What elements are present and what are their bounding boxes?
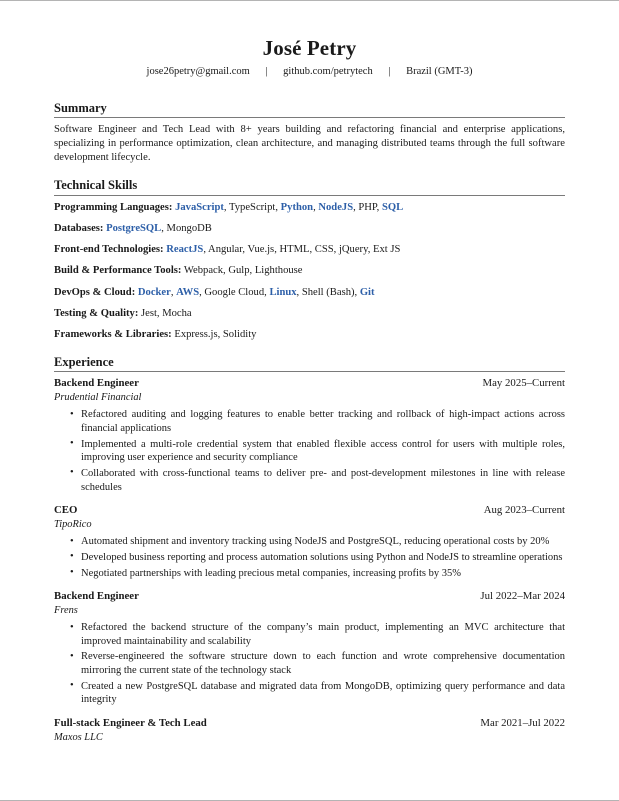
experience-header xyxy=(54,377,565,390)
skill-item: Angular xyxy=(208,244,243,256)
job-title: Backend Engineer xyxy=(54,590,139,603)
skill-item: CSS xyxy=(314,244,334,256)
skill-category-label: Databases: xyxy=(54,222,104,234)
job-company: TipoRico xyxy=(54,518,92,530)
job-bullet: • Implemented a multi-role credential system that enabled flexible access control for users with multiple roles, improving user experience and security compliance xyxy=(54,438,565,465)
job-bullet: • Created a new PostgreSQL database and migrated data from MongoDB, optimizing query performance and data integrity xyxy=(54,680,565,707)
experience-header xyxy=(54,717,565,730)
skill-category-label: Front-end Technologies: xyxy=(54,244,164,256)
job-bullet: • Developed business reporting and process automation solutions using Python and NodeJS to streamline operations xyxy=(54,551,565,565)
section-title-technical-skills: Technical Skills xyxy=(54,178,565,195)
summary-text: Software Engineer and Tech Lead with 8+ years building and refactoring financial and enterprise applications, specializing in performance optimization, clean architecture, and managing distributed teams through the full software development lifecycle. xyxy=(54,124,565,164)
skill-category-label: DevOps & Cloud: xyxy=(54,286,136,298)
skill-item: Webpack xyxy=(183,265,224,277)
experience-entry xyxy=(54,590,565,707)
job-bullet: • Refactored the backend structure of the company’s main product, implementing an MVC architecture that improved maintainability and scalability xyxy=(54,621,565,648)
skill-category-label: Programming Languages: xyxy=(54,201,173,213)
skill-row: Programming Languages: JavaScript, TypeScript, Python, NodeJS, PHP, SQL xyxy=(54,201,404,213)
skill-row: DevOps & Cloud: Docker, AWS, Google Cloud, Linux, Shell (Bash), Git xyxy=(54,286,375,298)
job-bullet-list xyxy=(54,408,565,494)
skill-item: Ext JS xyxy=(372,244,401,256)
skill-item-highlighted: ReactJS xyxy=(166,244,204,256)
job-title: CEO xyxy=(54,504,78,517)
job-company: Maxos LLC xyxy=(54,731,103,743)
job-dates: May 2025–Current xyxy=(482,377,565,390)
skill-item-highlighted: JavaScript xyxy=(175,201,224,213)
contact-location: Brazil (GMT-3) xyxy=(406,66,473,78)
skill-category-label: Testing & Quality: xyxy=(54,308,139,319)
skill-item: Express.js xyxy=(174,329,218,341)
contact-email[interactable]: jose26petry@gmail.com xyxy=(146,66,250,78)
skill-item: Lighthouse xyxy=(254,265,303,277)
section-summary xyxy=(54,101,565,166)
experience-list xyxy=(54,377,565,744)
skill-item: MongoDB xyxy=(166,222,212,234)
skill-category-label: Frameworks & Libraries: xyxy=(54,329,172,341)
job-title: Full-stack Engineer & Tech Lead xyxy=(54,717,207,730)
skill-item: Mocha xyxy=(162,308,192,319)
skill-row: Frameworks & Libraries: Express.js, Solidity xyxy=(54,329,257,341)
job-company: Prudential Financial xyxy=(54,391,142,403)
skill-item: TypeScript xyxy=(229,201,276,213)
experience-entry xyxy=(54,504,565,580)
job-company: Frens xyxy=(54,604,78,616)
job-bullet: • Collaborated with cross-functional teams to deliver pre- and post-development milestones in line with release schedules xyxy=(54,467,565,494)
job-bullet-list xyxy=(54,621,565,707)
section-title-summary: Summary xyxy=(54,101,565,118)
skill-category-label: Build & Performance Tools: xyxy=(54,265,182,277)
skill-item-highlighted: Python xyxy=(280,201,314,213)
experience-header xyxy=(54,504,565,517)
skill-item: Google Cloud xyxy=(204,286,265,298)
skill-item-highlighted: Git xyxy=(359,286,375,298)
candidate-name: José Petry xyxy=(262,36,357,60)
job-dates: Mar 2021–Jul 2022 xyxy=(480,717,565,730)
skill-item: Gulp xyxy=(228,265,250,277)
job-dates: Jul 2022–Mar 2024 xyxy=(480,590,565,603)
section-title-experience: Experience xyxy=(54,355,565,372)
experience-header xyxy=(54,590,565,603)
experience-entry xyxy=(54,377,565,494)
job-title: Backend Engineer xyxy=(54,377,139,390)
contact-separator: | xyxy=(265,66,268,78)
resume-content xyxy=(0,1,619,744)
skill-item: Solidity xyxy=(222,329,257,341)
contact-separator: | xyxy=(388,66,391,78)
skill-row: Databases: PostgreSQL, MongoDB xyxy=(54,222,212,234)
skill-item: Vue.js xyxy=(247,244,275,256)
skill-item: Shell (Bash) xyxy=(301,286,355,298)
skill-item-highlighted: Linux xyxy=(269,286,297,298)
job-bullet: • Negotiated partnerships with leading precious metal companies, increasing profits by 35% xyxy=(54,567,565,581)
job-bullet: • Refactored auditing and logging features to enable better tracking and rollback of high-impact actions across financial applications xyxy=(54,408,565,435)
job-bullet-list xyxy=(54,535,565,580)
skill-row: Front-end Technologies: ReactJS, Angular, Vue.js, HTML, CSS, jQuery, Ext JS xyxy=(54,244,401,256)
skill-item-highlighted: NodeJS xyxy=(318,201,354,213)
skill-item-highlighted: AWS xyxy=(176,286,200,298)
job-bullet: • Reverse-engineered the software structure down to each function and wrote comprehensive documentation mirroring the current state of the technology stack xyxy=(54,650,565,677)
skill-row: Build & Performance Tools: Webpack, Gulp, Lighthouse xyxy=(54,265,303,277)
job-bullet: • Automated shipment and inventory tracking using NodeJS and PostgreSQL, reducing operational costs by 20% xyxy=(54,535,565,549)
skill-item-highlighted: SQL xyxy=(381,201,404,213)
section-technical-skills xyxy=(54,178,565,342)
job-dates: Aug 2023–Current xyxy=(483,504,565,517)
skill-item-highlighted: Docker xyxy=(137,286,171,298)
contact-line xyxy=(54,66,565,79)
skill-item: HTML xyxy=(279,244,310,256)
experience-entry xyxy=(54,717,565,744)
skill-row: Testing & Quality: Jest, Mocha xyxy=(54,308,192,319)
skill-item: jQuery xyxy=(338,244,368,256)
skills-list xyxy=(54,201,565,342)
skill-item-highlighted: PostgreSQL xyxy=(106,222,162,234)
section-experience xyxy=(54,355,565,744)
skill-item: Jest xyxy=(141,308,157,319)
skill-item: PHP xyxy=(358,201,377,213)
contact-github[interactable]: github.com/petrytech xyxy=(283,66,373,78)
